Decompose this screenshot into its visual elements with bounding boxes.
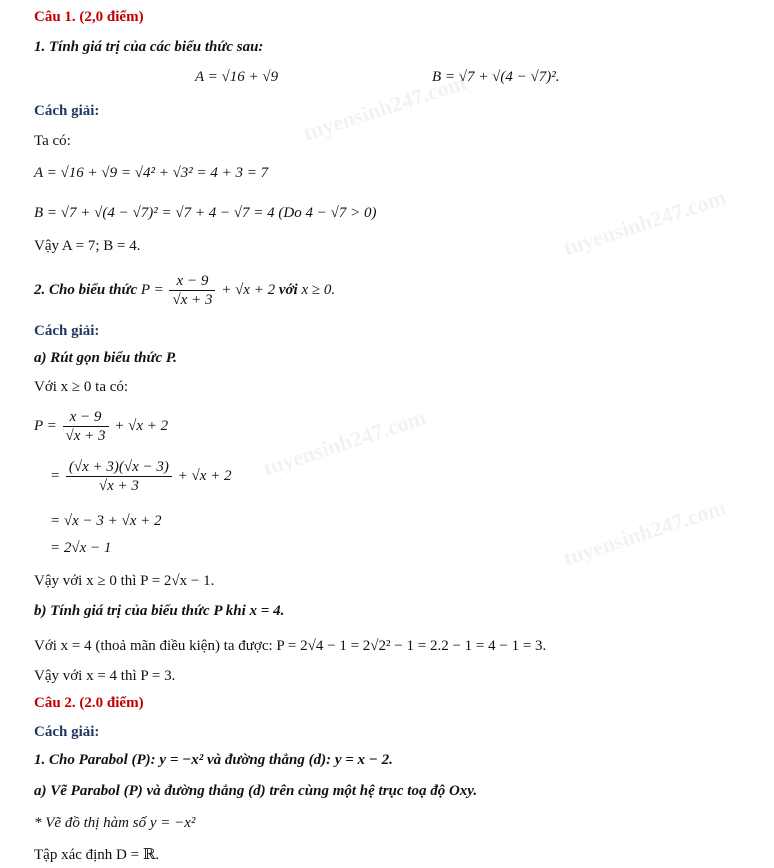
step2-fraction bbox=[66, 458, 172, 495]
part2-voi: với bbox=[278, 281, 298, 298]
step1-p: P = bbox=[34, 417, 57, 434]
subpart-b-title: b) Tính giá trị của biểu thức P khi x = 4. bbox=[34, 603, 285, 619]
part2-rest: + √x + 2 bbox=[221, 281, 276, 298]
step1-rest: + √x + 2 bbox=[114, 417, 169, 434]
part2-label: 2. Cho biểu thức bbox=[34, 281, 138, 298]
evaluation-x4: Với x = 4 (thoả mãn điều kiện) ta được: P = 2√4 − 1 = 2√2² − 1 = 2.2 − 1 = 4 − 1 = 3. bbox=[34, 638, 547, 654]
solution-heading-2: Cách giải: bbox=[34, 323, 100, 339]
step2-eq: = bbox=[50, 467, 61, 484]
step3: = √x − 3 + √x + 2 bbox=[50, 513, 162, 529]
step1 bbox=[34, 408, 168, 445]
step1-numerator: x − 9 bbox=[63, 408, 109, 427]
cau2-title: Câu 2. (2.0 điểm) bbox=[34, 695, 144, 711]
solution-heading: Cách giải: bbox=[34, 103, 100, 119]
draw-graph-text: * Vẽ đồ thị hàm số y = −x² bbox=[34, 815, 196, 831]
question-2-1-title: 1. Cho Parabol (P): y = −x² và đường thẳng (d): y = x − 2. bbox=[34, 752, 393, 768]
ta-co-text: Ta có: bbox=[34, 133, 71, 149]
conclusion-x4: Vậy với x = 4 thì P = 3. bbox=[34, 668, 176, 684]
conclusion-p: Vậy với x ≥ 0 thì P = 2√x − 1. bbox=[34, 573, 215, 589]
step2-rest: + √x + 2 bbox=[177, 467, 232, 484]
watermark: tuyensinh247.com bbox=[300, 69, 469, 146]
step4: = 2√x − 1 bbox=[50, 540, 112, 556]
expression-b: B = √7 + √(4 − √7)². bbox=[432, 69, 560, 85]
part2-p: P = bbox=[140, 281, 164, 298]
calc-a: A = √16 + √9 = √4² + √3² = 4 + 3 = 7 bbox=[34, 165, 269, 181]
part2-numerator: x − 9 bbox=[169, 272, 215, 291]
part2-fraction bbox=[169, 272, 215, 309]
part2-denominator: √x + 3 bbox=[172, 292, 213, 308]
solution-heading-3: Cách giải: bbox=[34, 724, 100, 740]
step1-fraction bbox=[63, 408, 109, 445]
step2-numerator: (√x + 3)(√x − 3) bbox=[66, 458, 172, 477]
watermark: tuyensinh247.com bbox=[560, 494, 729, 571]
part1-title: 1. Tính giá trị của các biểu thức sau: bbox=[34, 39, 264, 55]
watermark: tuyensinh247.com bbox=[560, 184, 729, 261]
cau1-title: Câu 1. (2,0 điểm) bbox=[34, 9, 144, 25]
part2-condition: x ≥ 0. bbox=[301, 281, 336, 298]
step1-denominator: √x + 3 bbox=[65, 428, 106, 444]
expression-a: A = √16 + √9 bbox=[195, 69, 279, 85]
condition-text: Với x ≥ 0 ta có: bbox=[34, 379, 129, 395]
subpart-a-title: a) Rút gọn biểu thức P. bbox=[34, 350, 177, 366]
watermark: tuyensinh247.com bbox=[260, 404, 429, 481]
conclusion-ab: Vậy A = 7; B = 4. bbox=[34, 238, 141, 254]
part2-title bbox=[34, 272, 335, 309]
step2-denominator: √x + 3 bbox=[98, 478, 139, 494]
step2 bbox=[50, 458, 232, 495]
calc-b: B = √7 + √(4 − √7)² = √7 + 4 − √7 = 4 (Do 4 − √7 > 0) bbox=[34, 205, 377, 221]
domain-text: Tập xác định D = ℝ. bbox=[34, 847, 160, 863]
question-2-1a-title: a) Vẽ Parabol (P) và đường thẳng (d) trên cùng một hệ trục toạ độ Oxy. bbox=[34, 783, 478, 799]
